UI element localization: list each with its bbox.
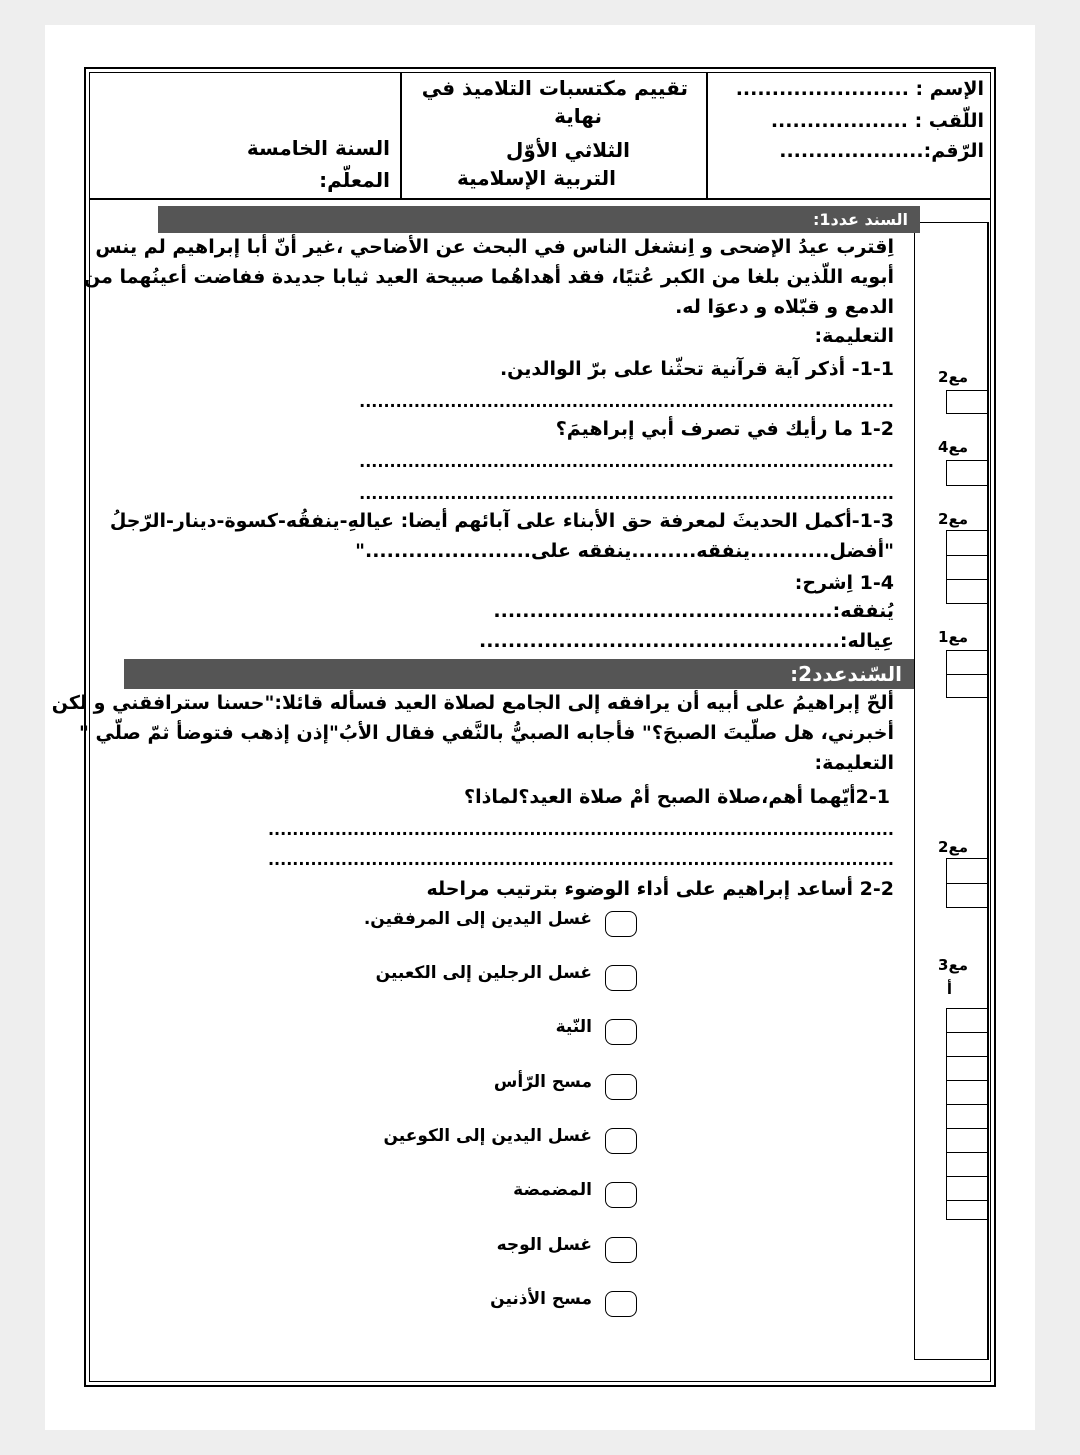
criterion-sublabel: أ: [946, 980, 952, 998]
title-line-1: تقييم مكتسبات التلاميذ في: [421, 76, 688, 100]
grade-cell[interactable]: [947, 1057, 987, 1081]
question-2-1: 2-1أيّهما أهم،صلاة الصبح أمْ صلاة العيد؟لماذا؟: [464, 786, 890, 808]
question-1-4: 1-4 اِشرح:: [794, 572, 894, 594]
grade-cell[interactable]: [947, 1081, 987, 1105]
answer-line-1-2a[interactable]: ........................................................................................: [359, 452, 894, 471]
title-line-2: نهاية: [554, 104, 602, 128]
order-box-8[interactable]: [605, 1291, 637, 1317]
criterion-label: مع2: [938, 510, 968, 528]
wudu-step: النّية: [555, 1017, 592, 1037]
criterion-label: مع4: [938, 438, 968, 456]
section2-text-line-2: أخبرني، هل صلّيتَ الصبحَ؟" فأجابه الصبيُّ بالنَّفي فقال الأبُ"إذن إذهب فتوضأ ثمّ صلّي ": [79, 722, 894, 744]
grade-box[interactable]: [946, 460, 988, 486]
grade-box-group[interactable]: [946, 858, 988, 908]
wudu-step: غسل الوجه: [496, 1235, 592, 1255]
order-box-7[interactable]: [605, 1237, 637, 1263]
header-divider: [89, 198, 991, 199]
grade-cell[interactable]: [947, 531, 987, 556]
grade-cell[interactable]: [947, 1201, 987, 1219]
order-box-6[interactable]: [605, 1182, 637, 1208]
grade-cell[interactable]: [947, 884, 987, 907]
section1-label: السند عدد1:: [812, 210, 908, 229]
order-box-1[interactable]: [605, 911, 637, 937]
question-1-2: 1-2 ما رأيك في تصرف أبي إبراهيمَ؟: [555, 418, 894, 440]
section1-text-line-2: أبويه اللّذين بلغا من الكبر عُتيًا، فقد أهداهُما صبيحة العيد ثيابا جديدة ففاضت أعينُهما من: [84, 266, 894, 288]
answer-line-1-1[interactable]: ........................................................................................: [359, 392, 894, 411]
answer-line-2-1a[interactable]: .......................................................................................................: [267, 820, 894, 839]
order-box-2[interactable]: [605, 965, 637, 991]
criterion-label: مع2: [938, 838, 968, 856]
grade-box-group[interactable]: [946, 530, 988, 604]
wudu-step: مسح الرّأس: [493, 1072, 592, 1092]
question-1-3: 1-3-أكمل الحديثَ لمعرفة حق الأبناء على آبائهم أيضا: عيالهِ-ينفقُه-كسوة-دينار-الرّجلُ: [109, 510, 894, 532]
grade-cell[interactable]: [947, 1177, 987, 1201]
grade-cell[interactable]: [947, 1129, 987, 1153]
grade-cell[interactable]: [947, 651, 987, 675]
section1-text-line-1: اِقترب عيدُ الإضحى و اِنشغل الناس في البحث عن الأضاحي ،غير أنّ أبا إبراهيم لم ينس: [95, 236, 894, 258]
criterion-label: مع2: [938, 368, 968, 386]
grade-cell[interactable]: [947, 675, 987, 697]
section1-text-line-3: الدمع و قبّلاه و دعوَا له.: [675, 296, 894, 318]
surname-field[interactable]: اللّقب : ...................: [770, 110, 984, 132]
order-box-3[interactable]: [605, 1019, 637, 1045]
question-2-2: 2-2 أساعد إبراهيم على أداء الوضوء بترتيب مراحله: [426, 878, 894, 900]
grade-cell[interactable]: [947, 580, 987, 603]
grade-cell[interactable]: [947, 859, 987, 884]
question-1-3-hadith[interactable]: "أفضل...........ينفقه.........ينفقه على.......................": [355, 540, 894, 562]
grade-cell[interactable]: [947, 1153, 987, 1177]
criterion-label: مع1: [938, 628, 968, 646]
answer-line-2-1b[interactable]: .......................................................................................................: [267, 850, 894, 869]
grade-cell[interactable]: [947, 556, 987, 580]
section2-text-line-1: ألحّ إبراهيمُ على أبيه أن يرافقه إلى الجامع لصلاة العيد فسأله قائلا:"حسنا سترافقني و لكن: [51, 692, 894, 714]
criterion-label: مع3: [938, 956, 968, 974]
grade-box-group[interactable]: [946, 650, 988, 698]
answer-line-1-2b[interactable]: ........................................................................................: [359, 484, 894, 503]
number-field[interactable]: الرّقم:....................: [779, 140, 984, 162]
title-line-3: الثلاثي الأوّل: [506, 138, 630, 162]
subject-title: التربية الإسلامية: [456, 166, 616, 190]
section2-instruction-label: التعليمة:: [814, 752, 894, 774]
wudu-step: غسل الرجلين إلى الكعبين: [375, 963, 592, 983]
name-field[interactable]: الإسم : ........................: [735, 78, 984, 100]
wudu-step: غسل اليدين إلى الكوعين: [383, 1126, 592, 1146]
wudu-step: غسل اليدين إلى المرفقين.: [363, 909, 592, 929]
section1-instruction-label: التعليمة:: [814, 325, 894, 347]
grade-cell[interactable]: [947, 1033, 987, 1057]
order-box-5[interactable]: [605, 1128, 637, 1154]
grade-cell[interactable]: [947, 1105, 987, 1129]
grade-box-group[interactable]: [946, 1008, 988, 1220]
define-yunfiquh[interactable]: يُنفقه:...............................................: [493, 600, 894, 622]
wudu-step: المضمضة: [513, 1180, 592, 1200]
order-box-4[interactable]: [605, 1074, 637, 1100]
grade-cell[interactable]: [947, 1009, 987, 1033]
section1-header-bar: [158, 206, 920, 233]
define-iyalih[interactable]: عِياله:..................................................: [478, 630, 894, 652]
teacher-label: المعلّم:: [319, 168, 390, 192]
section2-label: السّندعدد2:: [790, 662, 902, 686]
wudu-step: مسح الأذنين: [490, 1289, 592, 1309]
question-1-1: 1-1- أذكر آية قرآنية تحثّنا على برّ الوالدين.: [499, 358, 894, 380]
section2-header-bar: [124, 659, 914, 689]
grade-label: السنة الخامسة: [246, 136, 390, 160]
grade-box[interactable]: [946, 390, 988, 414]
